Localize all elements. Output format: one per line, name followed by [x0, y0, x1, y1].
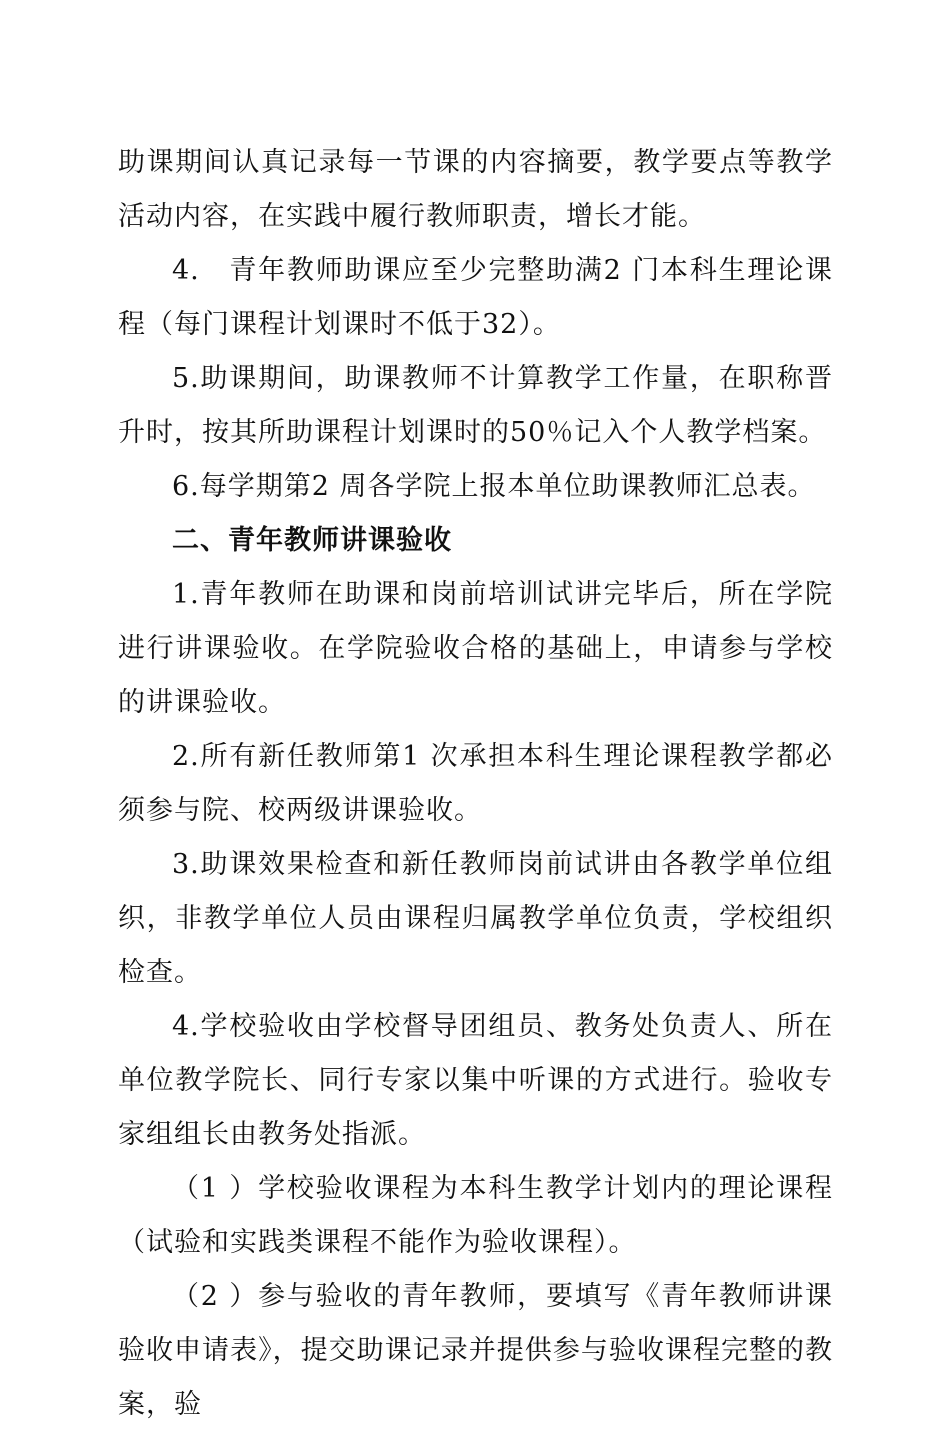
paragraph-item-4-acceptance: 4.学校验收由学校督导团组员、教务处负责人、所在单位教学院长、同行专家以集中听课的方式进行。验收专家组组长由教务处指派。 — [118, 1011, 833, 1150]
paragraph-subitem-1: （1 ）学校验收课程为本科生教学计划内的理论课程（试验和实践类课程不能作为验收课程）。 — [118, 1173, 833, 1258]
document-body — [118, 136, 833, 1432]
paragraph-item-2: 2.所有新任教师第1 次承担本科生理论课程教学都必须参与院、校两级讲课验收。 — [118, 741, 833, 826]
paragraph-item-3: 3.助课效果检查和新任教师岗前试讲由各教学单位组织，非教学单位人员由课程归属教学单位负责，学校组织检查。 — [118, 849, 833, 988]
paragraph-item-6: 6.每学期第2 周各学院上报本单位助课教师汇总表。 — [172, 471, 816, 502]
paragraph-subitem-2: （2 ）参与验收的青年教师，要填写《青年教师讲课验收申请表》，提交助课记录并提供参与验收课程完整的教案，验 — [118, 1281, 833, 1420]
paragraph-continuation: 助课期间认真记录每一节课的内容摘要，教学要点等教学活动内容，在实践中履行教师职责，增长才能。 — [118, 147, 833, 232]
paragraph-item-1: 1.青年教师在助课和岗前培训试讲完毕后，所在学院进行讲课验收。在学院验收合格的基础上，申请参与学校的讲课验收。 — [118, 579, 833, 718]
paragraph-item-5: 5.助课期间，助课教师不计算教学工作量，在职称晋升时，按其所助课程计划课时的50％记入个人教学档案。 — [118, 363, 833, 448]
paragraph-item-4: 4. 青年教师助课应至少完整助满2 门本科生理论课程（每门课程计划课时不低于32）。 — [118, 255, 833, 340]
section-heading: 二、青年教师讲课验收 — [172, 525, 452, 556]
